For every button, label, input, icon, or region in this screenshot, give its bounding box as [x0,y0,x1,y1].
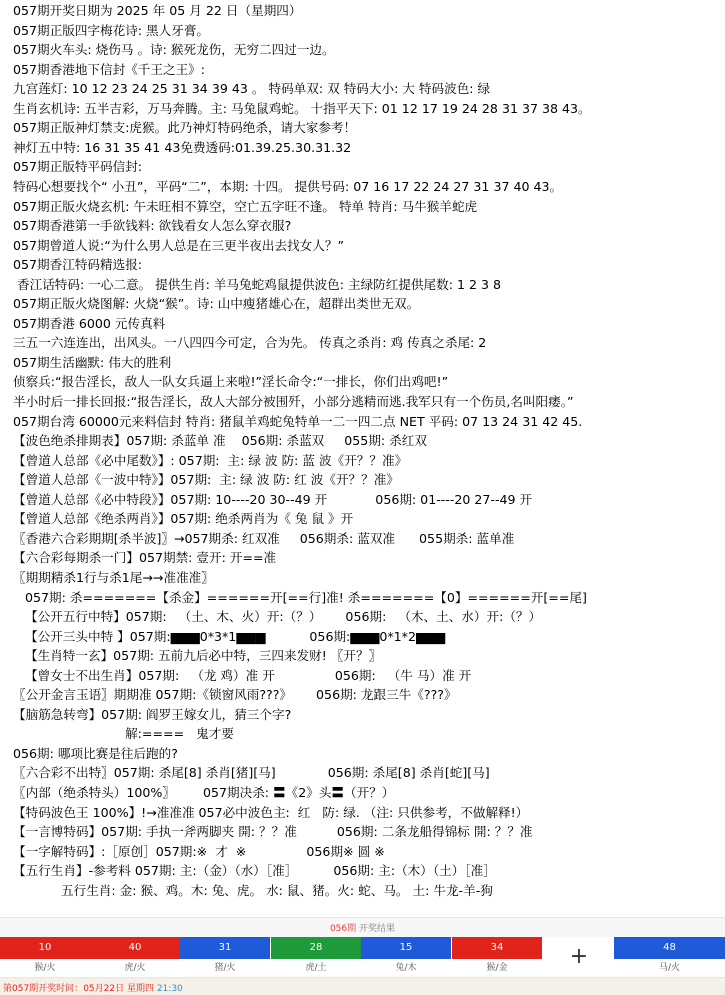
text-line: 特码心想要找个“ 小丑”，平码“二”，本期: 十四。 提供号码: 07 16 17 22 24 27 31 37 40 43。 [13,178,563,194]
text-line: 【曾道人总部《一波中特》】057期: 主: 绿 波 防: 红 波《开？？准》 [13,472,399,488]
text-line: 【公开三头中特 】057期:▆▆▆0*3*1▆▆▆ 056期:▆▆▆0*1*2▆▆▆ [13,628,446,644]
special-zodiac: 马/火 [658,963,681,973]
text-line: 侦察兵:“报告淫长，敌人一队女兵逼上来啦!”淫长命令:“一排长，你们出鸡吧!” [13,374,449,390]
text-line: 057期正版四字梅花诗: 黑人牙膏。 [13,22,210,38]
draw-ball: 40 [90,937,180,959]
plus-icon: + [544,937,614,977]
text-line: 【生肖特一玄】057期: 五前九后必中特，三四来发财! 〖开？〗 [13,648,382,664]
draw-period: 056期 [329,924,357,934]
text-line: 【波色绝杀排期表】057期: 杀蓝单 准 056期: 杀蓝双 055期: 杀红双 [13,433,427,449]
text-line: 057期正版火烧玄机: 午未旺相不算空，空亡五字旺不逢。 特单 特肖: 马牛猴羊蛇虎 [13,198,478,214]
text-line: 057期开奖日期为 2025 年 05 月 22 日（星期四） [13,3,302,18]
ball-zodiac: 猪/火 [214,963,236,973]
draw-ball: 34 [452,937,542,959]
text-line: 【曾道人总部《必中尾数》】: 057期: 主: 绿 波 防: 蓝 波《开？？准》 [13,452,408,468]
text-line: 【曾女士不出生肖】057期: （龙 鸡）准 开 056期: （牛 马）准 开 [13,667,472,683]
text-line: 〖香港六合彩期期[杀半波]〗→057期杀: 红双准 056期杀: 蓝双准 055期杀: 蓝单准 [13,530,515,546]
text-line: 【一言博特码】057期: 手执一斧两脚夹 開: ？？准 056期: 二条龙船得锦标 開: ？？准 [13,824,533,840]
special-ball: 48 [614,937,725,959]
text-line: 057期香港 6000 元传真料 [13,315,166,331]
text-line: 〖内部（绝杀特头）100%〗 057期决杀: 〓《2》头〓（开？） [13,785,395,800]
text-line: 神灯五中特: 16 31 35 41 43免费透码:01.39.25.30.31.32 [13,139,352,155]
draw-balls [0,937,725,959]
text-line: 057期正版火烧图解: 火烧“猴”。诗: 山中瘦猪雄心在，超群出类世无双。 [13,296,420,312]
text-line: 五行生肖: 金: 猴、鸡。木: 兔、虎。 水: 鼠、猪。火: 蛇、马。 土: 牛龙-羊-狗 [13,882,493,898]
text-line: 057期香港地下信封《千王之王》: [13,61,205,77]
next-draw-prefix: 第057期开奖时间： [3,984,84,994]
text-line: 057期香港第一手欲钱料: 欲钱看女人怎么穿衣服? [13,218,292,234]
draw-ball: 15 [361,937,451,959]
text-line: 【六合彩每期杀一门】057期禁: 壹开: 开==准 [13,550,277,566]
draw-result-header [0,917,725,938]
ball-zodiac: 虎/火 [124,963,146,973]
text-line: 【公开五行中特】057期: （土、木、火）开:（？） 056期: （木、土、水）开:（？） [13,609,542,625]
draw-label: 开奖结果 [359,924,396,934]
draw-ball: 28 [271,937,361,959]
next-draw-date: 05月22日 星期四 [83,984,154,994]
text-line: 香江话特码: 一心二意。 提供生肖: 羊马兔蛇鸡鼠提供波色: 主绿防红提供尾数: 1 2 3 8 [13,276,502,292]
draw-zodiacs [0,959,725,978]
ball-zodiac: 猴/金 [486,963,508,973]
next-draw-time: 21:30 [156,984,183,994]
text-line: 057期火车头: 烧伤马 。诗: 猴死龙伤，无穷二四过一边。 [13,42,335,58]
text-line: 057期正版神灯禁支:虎猴。此乃神灯特码绝杀，请大家参考！ [13,120,357,136]
text-line: 半小时后一排长回报:“报告淫长，敌人大部分被围歼，小部分逃精而逃.我军只有一个伤员,名叫阳痿。” [13,394,574,409]
text-line: 【特码波色王 100%】!→准准准 057必中波色主: 红 防: 绿. （注: 只供参考，不做解释!） [13,804,529,820]
text-line: 〖六合彩不出特〗057期: 杀尾[8] 杀肖[猪][马] 056期: 杀尾[8] 杀肖[蛇][马] [13,765,490,781]
text-line: 〖公开金言玉语〗期期准 057期:《锁窗风雨???》 056期: 龙跟三牛《???》 [13,687,457,703]
text-line: 九宫莲灯: 10 12 23 24 25 31 34 39 43 。 特码单双: 双 特码大小: 大 特码波色: 绿 [13,81,491,97]
text-line: 解:==== 鬼才要 [13,726,234,742]
text-line: 【曾道人总部《绝杀两肖》】057期: 绝杀两肖为《 兔 鼠 》开 [13,511,354,527]
ball-zodiac: 虎/土 [305,963,327,973]
next-draw-footer [0,978,725,995]
text-line: 〖期期精杀1行与杀1尾→→准准准〗 [13,569,214,585]
text-line: 【脑筋急转弯】057期: 阎罗王嫁女儿，猜三个字? [13,706,292,722]
text-line: 【一字解特码】:［原创］057期:※ 才 ※ 056期※ 圆 ※ [13,843,385,859]
draw-ball: 10 [0,937,90,959]
text-line: 057期台湾 60000元来料信封 特肖: 猪鼠羊鸡蛇兔特单一二一四二点 NET 平码: 07 13 24 31 42 45. [13,413,583,429]
ball-zodiac: 兔/木 [395,963,417,973]
text-line: 三五一六连连出，出风头。一八四四今可定，合为先。 传真之杀肖: 鸡 传真之杀尾: 2 [13,335,487,351]
text-line: 057期香江特码精选报: [13,257,143,273]
text-line: 057期生活幽默: 伟大的胜利 [13,354,172,370]
ball-zodiac: 猴/火 [34,963,56,973]
text-line: 057期: 杀=======【杀金】======开[==行]准! 杀=======【0】======开[==尾] [13,589,587,605]
draw-ball: 31 [180,937,270,959]
text-line: 【五行生肖】-参考料 057期: 主:（金）（水）［准］ 056期: 主:（木）（土）［准］ [13,863,496,879]
text-line: 生肖玄机诗: 五半吉彩，万马奔腾。主: 马兔鼠鸡蛇。 十指平天下: 01 12 17 19 24 28 31 37 38 43。 [13,100,591,116]
text-line: 057期正版特平码信封: [13,159,143,175]
text-line: 【曾道人总部《必中特段》】057期: 10----20 30--49 开 056期: 01----20 27--49 开 [13,491,533,507]
text-line: 057期曾道人说:“为什么男人总是在三更半夜出去找女人？” [13,237,344,253]
text-line: 056期: 哪项比赛是往后跑的? [13,745,178,761]
